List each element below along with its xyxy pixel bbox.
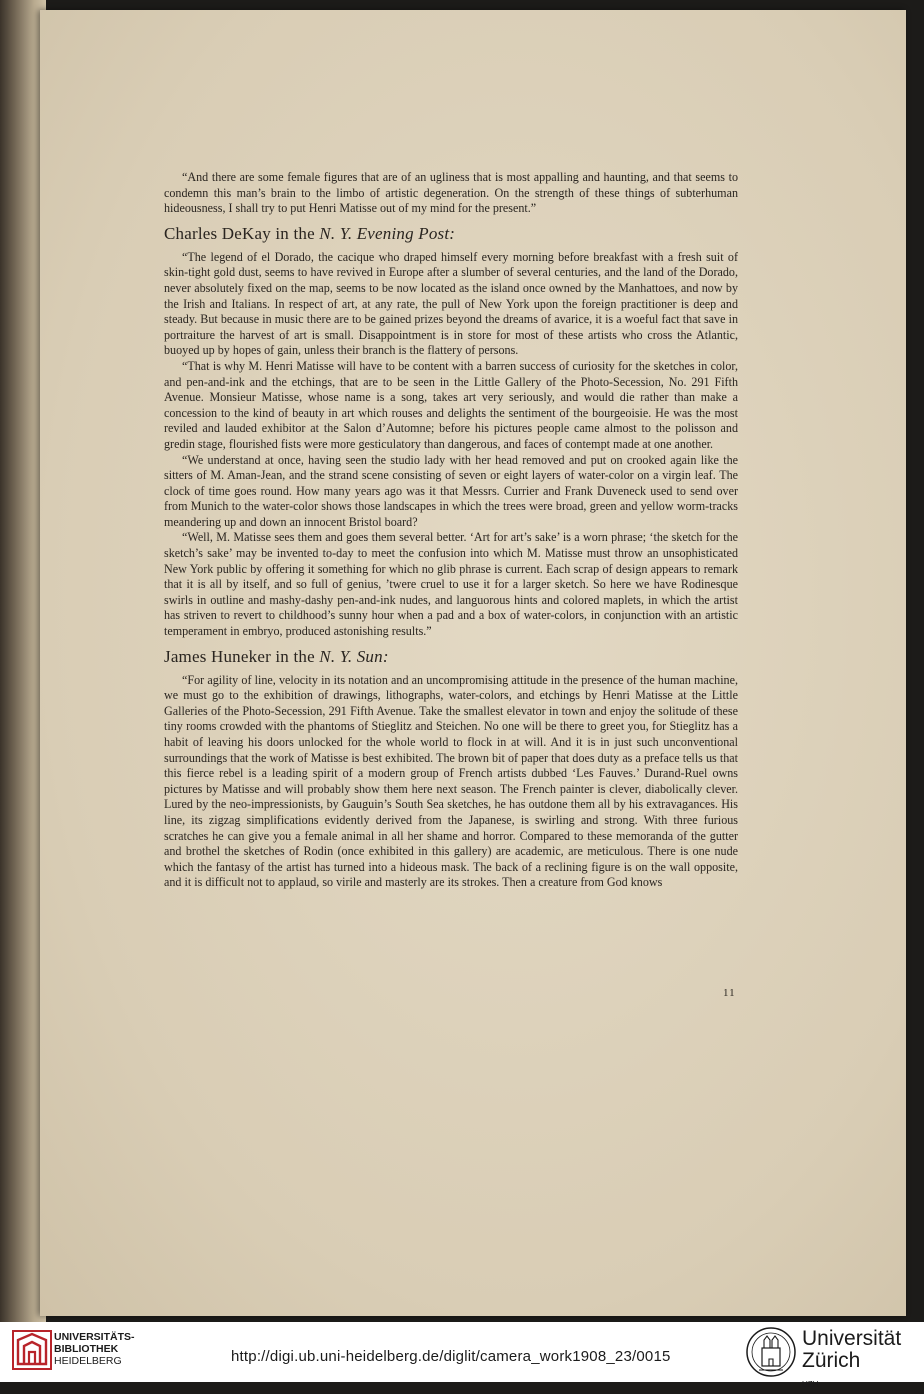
section-heading-huneker: [164, 646, 738, 668]
ub-line-1: UNIVERSITÄTS-: [54, 1331, 135, 1343]
dekay-paragraph-2: “That is why M. Henri Matisse will have to be content with a barren success of curiosity for the sketches in color, and pen-and-ink and the etchings, that are to be seen in the Little Gallery of the Photo-Secession, No. 291 Fifth Avenue. Monsieur Matisse, whose name is a song, takes art very seriously, and would die rather than make a concession to the kind of beauty in art which rouses and delights the sentiment of the bourgeoisie. He was the most reviled and lauded exhibitor at the Salon d’Automne; before his pictures people came almost to the polisson and gredin stage, flourished fists were more gesticulatory than dangerous, and faces of contempt made at one another.: [164, 358, 738, 451]
section-heading-dekay: [164, 223, 738, 245]
heading-dekay-prefix: Charles DeKay in the: [164, 223, 320, 243]
dekay-paragraph-1: “The legend of el Dorado, the cacique who draped himself every morning before breakfast with a fresh suit of skin-tight gold dust, seems to have revived in Europe after a slumber of several centuries, and the land of the Dorado, never absolutely fixed on the map, seems to be now located as the island once owned by the Manhattoes, and now by the Irish and Italians. In respect of art, at any rate, the pull of New York upon the foreign practitioner is deep and steady. But because in music there are to be gained prizes beyond the dreams of avarice, it is a woeful fact that save in portraiture the harvest of art is small. Disappointment is in store for most of these artists who cross the Atlantic, buoyed up by hopes of gain, unless their branch is the flattery of persons.: [164, 249, 738, 358]
uzh-line-2-text: Zürich: [802, 1349, 861, 1372]
uzh-superscript: UZH: [802, 1380, 819, 1389]
page-text-block: [164, 170, 738, 891]
ub-line-2: BIBLIOTHEK: [54, 1343, 119, 1355]
huneker-paragraph-1: “For agility of line, velocity in its notation and an uncompromising attitude in the presence of the human machine, we must go to the exhibition of drawings, lithographs, water-colors, and etchings by Henri Matisse at the Little Galleries of the Photo-Secession, 291 Fifth Avenue. Take the smallest elevator in town and enjoy the solitude of these tiny rooms crowded with the phantoms of Stieglitz and Steichen. No one will be there to greet you, for Stieglitz has a habit of leaving his doors unlocked for the whole world to flock in at will. And it is in just such unconventional surroundings that the work of Matisse is best exhibited. The brown bit of paper that does duty as a preface tells us that this fierce rebel is a leading spirit of a modern group of French artists dubbed ‘Les Fauves.’ Durand-Ruel owns pictures by Matisse and will probably show them here next season. The French painter is clever, diabolically clever. Lured by the neo-impressionists, by Gauguin’s South Sea sketches, he has outdone them all by his extravagances. His line, its zigzag simplifications evidently derived from the Japanese, is swirling and strong. With three furious scratches he can give you a female animal in all her shame and horror. Compared to these memoranda of the gutter and brothel the sketches of Rodin (once exhibited in this gallery) are academic, are meticulous. There is one nude which the fantasy of the artist has turned into a hideous mask. The back of a reclining figure is on the wall opposite, and it is difficult not to applaud, so virile and masterly are its strokes. Then a creature from God knows: [164, 672, 738, 890]
page-number: 11: [723, 987, 736, 999]
ub-heidelberg-logo-icon[interactable]: [12, 1330, 52, 1370]
uzh-seal-icon[interactable]: [745, 1326, 797, 1378]
dekay-paragraph-3: “We understand at once, having seen the studio lady with her head removed and put on crooked again like the sitters of M. Aman-Jean, and the strand scene consisting of seven or eight layers of water-color on a virgin leaf. The clock of time goes round. How many years ago was it that Messrs. Currier and Frank Duveneck used to send over from Munich to the water-color shows those landscapes in which the trees were broad, green and yellow worm-tracks meandering up and down an innocent Bristol board?: [164, 452, 738, 529]
ub-heidelberg-name[interactable]: [54, 1331, 135, 1367]
footer-bar: [0, 1322, 924, 1389]
uzh-name[interactable]: [802, 1328, 901, 1394]
ub-line-3: HEIDELBERG: [54, 1355, 122, 1367]
intro-paragraph: “And there are some female figures that are of an ugliness that is most appalling and haunting, and that seems to condemn this man’s brain to the limbo of artistic degeneration. On the strength of these things of subterhuman hideousness, I shall try to put Henri Matisse out of my mind for the present.”: [164, 170, 738, 216]
heading-dekay-publication: N. Y. Evening Post:: [319, 223, 456, 243]
uzh-line-2: [802, 1350, 901, 1394]
uzh-line-1: Universität: [802, 1327, 902, 1350]
permalink-url[interactable]: http://digi.ub.uni-heidelberg.de/diglit/camera_work1908_23/0015: [231, 1348, 671, 1365]
heading-huneker-prefix: James Huneker in the: [164, 646, 320, 666]
book-page: [40, 10, 906, 1316]
heading-huneker-publication: N. Y. Sun:: [319, 646, 389, 666]
dekay-paragraph-4: “Well, M. Matisse sees them and goes them several better. ‘Art for art’s sake’ is a worn phrase; ‘the sketch for the sketch’s sake’ may be invented to-day to meet the confusion into which M. Matisse must throw an unsophisticated New York public by offering it something for which no glib phrase is current. Each scrap of design appears to remark that it is all by itself, and so full of genius, ’twere cruel to use it for a larger sketch. So here we have Rodinesque swirls in outline and mashy-dashy pen-and-ink nudes, and languorous hints and colored maplets, in which the artist has striven to revert to childhood’s sunny hour when a pad and a box of water-colors, in conjunction with an artistic temperament in embryo, produced astonishing results.”: [164, 530, 738, 639]
